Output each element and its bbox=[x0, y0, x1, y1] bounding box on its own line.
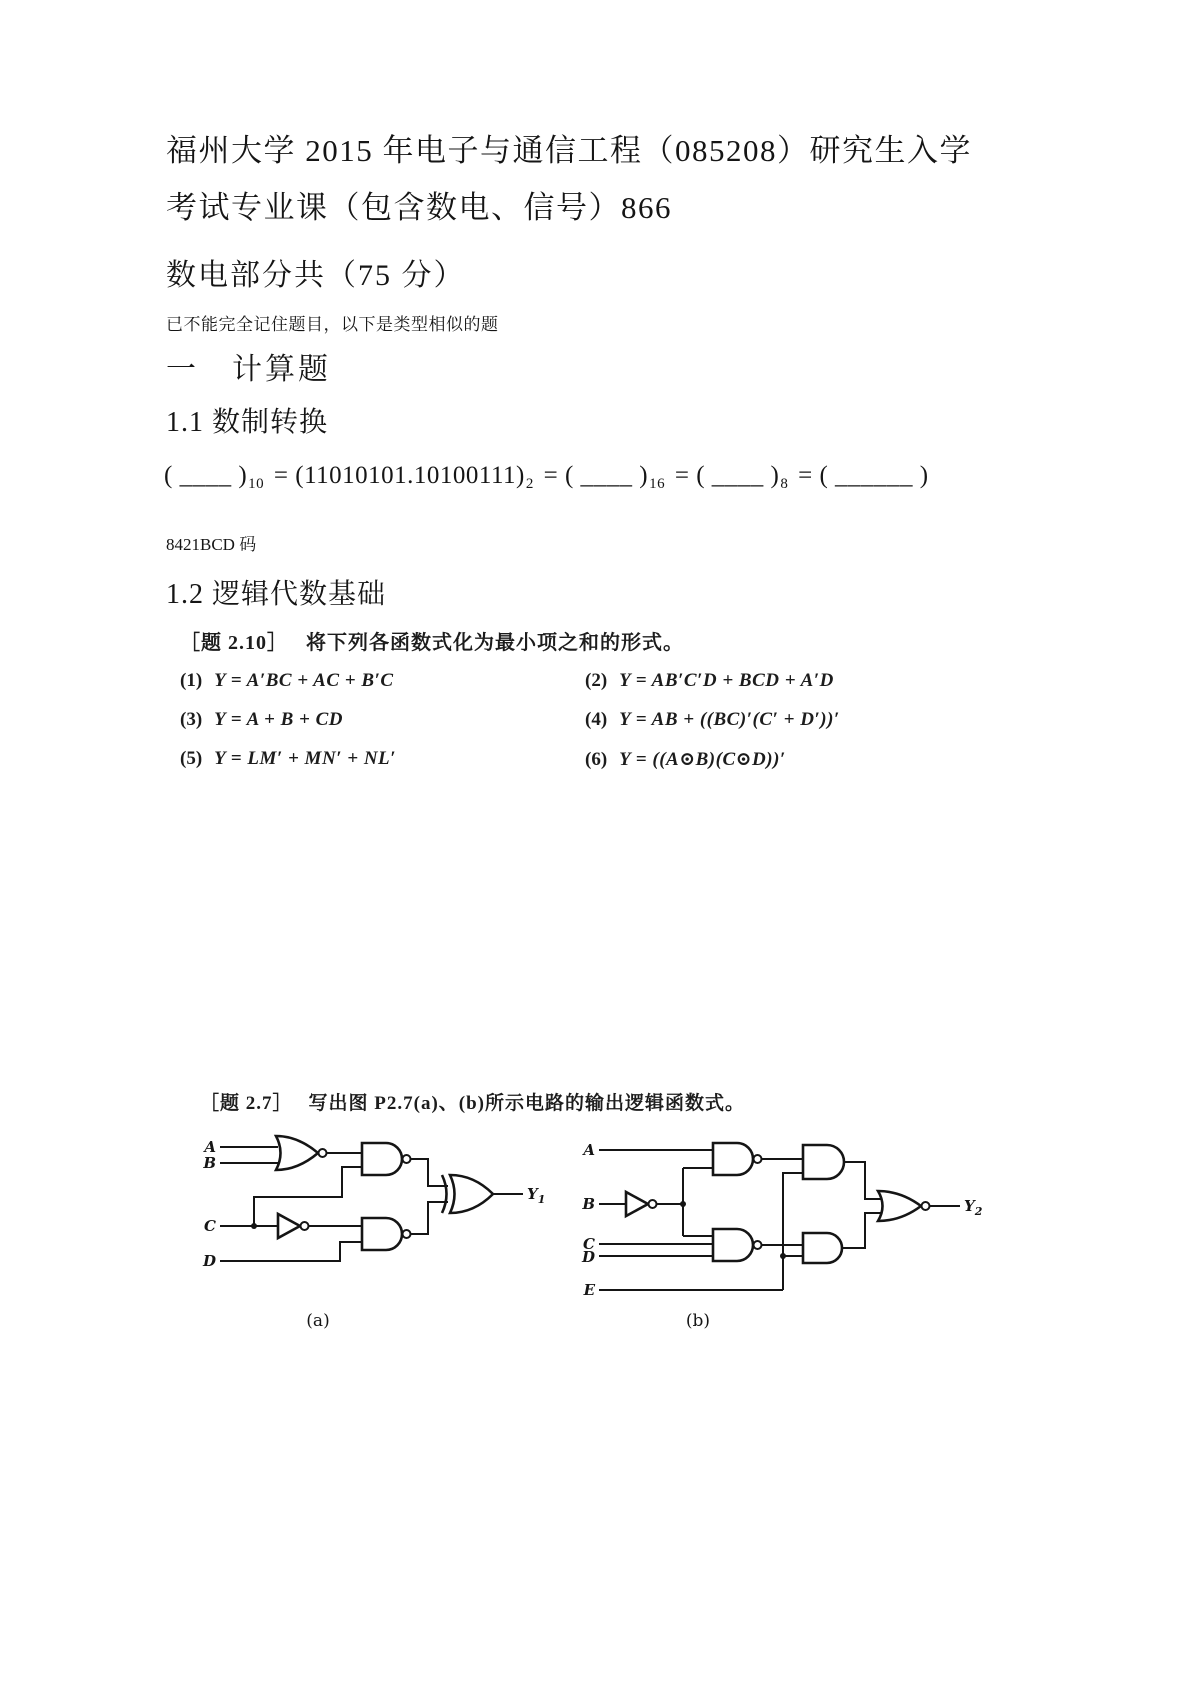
base-subscript: 16 bbox=[649, 476, 666, 492]
not-gate bbox=[278, 1214, 300, 1238]
author-note: 已不能完全记住题目，以下是类型相似的题 bbox=[166, 315, 499, 334]
and-gate-bottom bbox=[803, 1233, 842, 1263]
input-label-b: B bbox=[582, 1195, 595, 1213]
and-gate-top bbox=[803, 1145, 844, 1179]
problem-tag: ［题 2.10］ bbox=[180, 632, 288, 654]
problem-prompt: 将下列各函数式化为最小项之和的形式。 bbox=[306, 632, 684, 654]
problem-prompt: 写出图 P2.7(a)、(b)所示电路的输出逻辑函数式。 bbox=[308, 1093, 745, 1114]
item-expression: Y = AB′C′D + BCD + A′D bbox=[619, 670, 834, 691]
item-number: (6) bbox=[585, 749, 608, 770]
item-expression: Y = AB + ((BC)′(C′ + D′))′ bbox=[619, 709, 840, 730]
part1-heading: 一 计算题 bbox=[166, 353, 331, 386]
formula-part: ( ____ ) bbox=[164, 462, 248, 489]
bcd-note: 8421BCD 码 bbox=[166, 535, 257, 554]
nand-gate-bottom bbox=[362, 1218, 402, 1250]
section-heading: 数电部分共（75 分） bbox=[166, 259, 466, 292]
formula-part: = ( ______ ) bbox=[798, 462, 929, 489]
xor-back-curve bbox=[442, 1175, 447, 1213]
expression-item-5 bbox=[180, 748, 585, 771]
expression-item-3 bbox=[180, 709, 585, 731]
nand-gate-bottom bbox=[713, 1229, 753, 1261]
item-number: (2) bbox=[585, 670, 608, 691]
formula-part: = (11010101.10100111) bbox=[273, 462, 525, 489]
section-1-1-heading: 1.1 数制转换 bbox=[166, 407, 329, 438]
nand-bubble-icon bbox=[754, 1155, 762, 1163]
output-label-y1: $Y_1$ bbox=[527, 1185, 546, 1206]
wire-and-top-to-nor bbox=[844, 1162, 883, 1199]
nand-gate-top bbox=[713, 1143, 753, 1175]
not-bubble-icon bbox=[649, 1200, 657, 1208]
expression-list bbox=[180, 670, 910, 771]
base-subscript: 8 bbox=[780, 476, 789, 492]
xor-gate bbox=[450, 1175, 493, 1213]
input-label-e: E bbox=[583, 1281, 595, 1299]
item-number: (4) bbox=[585, 709, 608, 730]
nor-bubble-icon bbox=[319, 1149, 327, 1157]
input-label-c: C bbox=[583, 1235, 595, 1253]
output-label-y2: $Y_2$ bbox=[964, 1197, 983, 1218]
wire-nand-bottom-to-xor bbox=[411, 1202, 449, 1234]
item-number: (5) bbox=[180, 748, 203, 769]
expression-item-6 bbox=[585, 748, 910, 771]
figure-caption-b: (b) bbox=[685, 1311, 711, 1331]
not-gate bbox=[626, 1192, 648, 1216]
expression-item-2 bbox=[585, 670, 910, 692]
nor-gate bbox=[276, 1136, 318, 1170]
expression-item-1 bbox=[180, 670, 585, 692]
logic-circuit-b bbox=[553, 1133, 988, 1333]
input-label-d: D bbox=[581, 1248, 595, 1266]
problem-2-10-caption bbox=[180, 626, 910, 655]
input-label-c: C bbox=[204, 1217, 216, 1235]
item-expression: Y = A′BC + AC + B′C bbox=[214, 670, 394, 691]
page-title: 福州大学 2015 年电子与通信工程（085208）研究生入学考试专业课（包含数电、信号）866 bbox=[166, 133, 972, 225]
figure-caption-a: (a) bbox=[306, 1311, 330, 1331]
not-bubble-icon bbox=[301, 1222, 309, 1230]
input-label-d: D bbox=[202, 1252, 216, 1270]
item-number: (3) bbox=[180, 709, 203, 730]
wire-d bbox=[220, 1242, 362, 1261]
item-number: (1) bbox=[180, 670, 203, 691]
problem-tag: ［题 2.7］ bbox=[200, 1093, 293, 1114]
wire-nand-top-to-xor bbox=[411, 1159, 449, 1186]
nor-bubble-icon bbox=[922, 1202, 930, 1210]
formula-part: = ( ____ ) bbox=[674, 462, 780, 489]
nand-bubble-icon bbox=[403, 1230, 411, 1238]
base-subscript: 10 bbox=[248, 476, 265, 492]
number-conversion-formula bbox=[164, 462, 929, 493]
formula-part: = ( ____ ) bbox=[543, 462, 649, 489]
base-subscript: 2 bbox=[525, 476, 534, 492]
input-label-b: B bbox=[203, 1154, 216, 1172]
wire-c-branch bbox=[254, 1167, 362, 1226]
problem-2-10-block bbox=[180, 626, 910, 771]
nand-gate-top bbox=[362, 1143, 402, 1175]
item-expression: Y = ((A⊙B)(C⊙D))′ bbox=[619, 749, 786, 770]
item-expression: Y = LM′ + MN′ + NL′ bbox=[214, 748, 397, 769]
expression-item-4 bbox=[585, 709, 910, 731]
wire-e-vertical bbox=[783, 1173, 803, 1290]
problem-2-7-caption bbox=[200, 1088, 745, 1115]
nor-gate-output bbox=[878, 1191, 921, 1221]
logic-circuit-a bbox=[188, 1133, 546, 1333]
wire-and-bottom-to-nor bbox=[842, 1213, 883, 1248]
item-expression: Y = A + B + CD bbox=[214, 709, 344, 730]
section-1-2-heading: 1.2 逻辑代数基础 bbox=[166, 579, 387, 610]
nand-bubble-icon bbox=[754, 1241, 762, 1249]
nand-bubble-icon bbox=[403, 1155, 411, 1163]
input-label-a: A bbox=[583, 1141, 595, 1159]
input-label-a: A bbox=[204, 1138, 216, 1156]
